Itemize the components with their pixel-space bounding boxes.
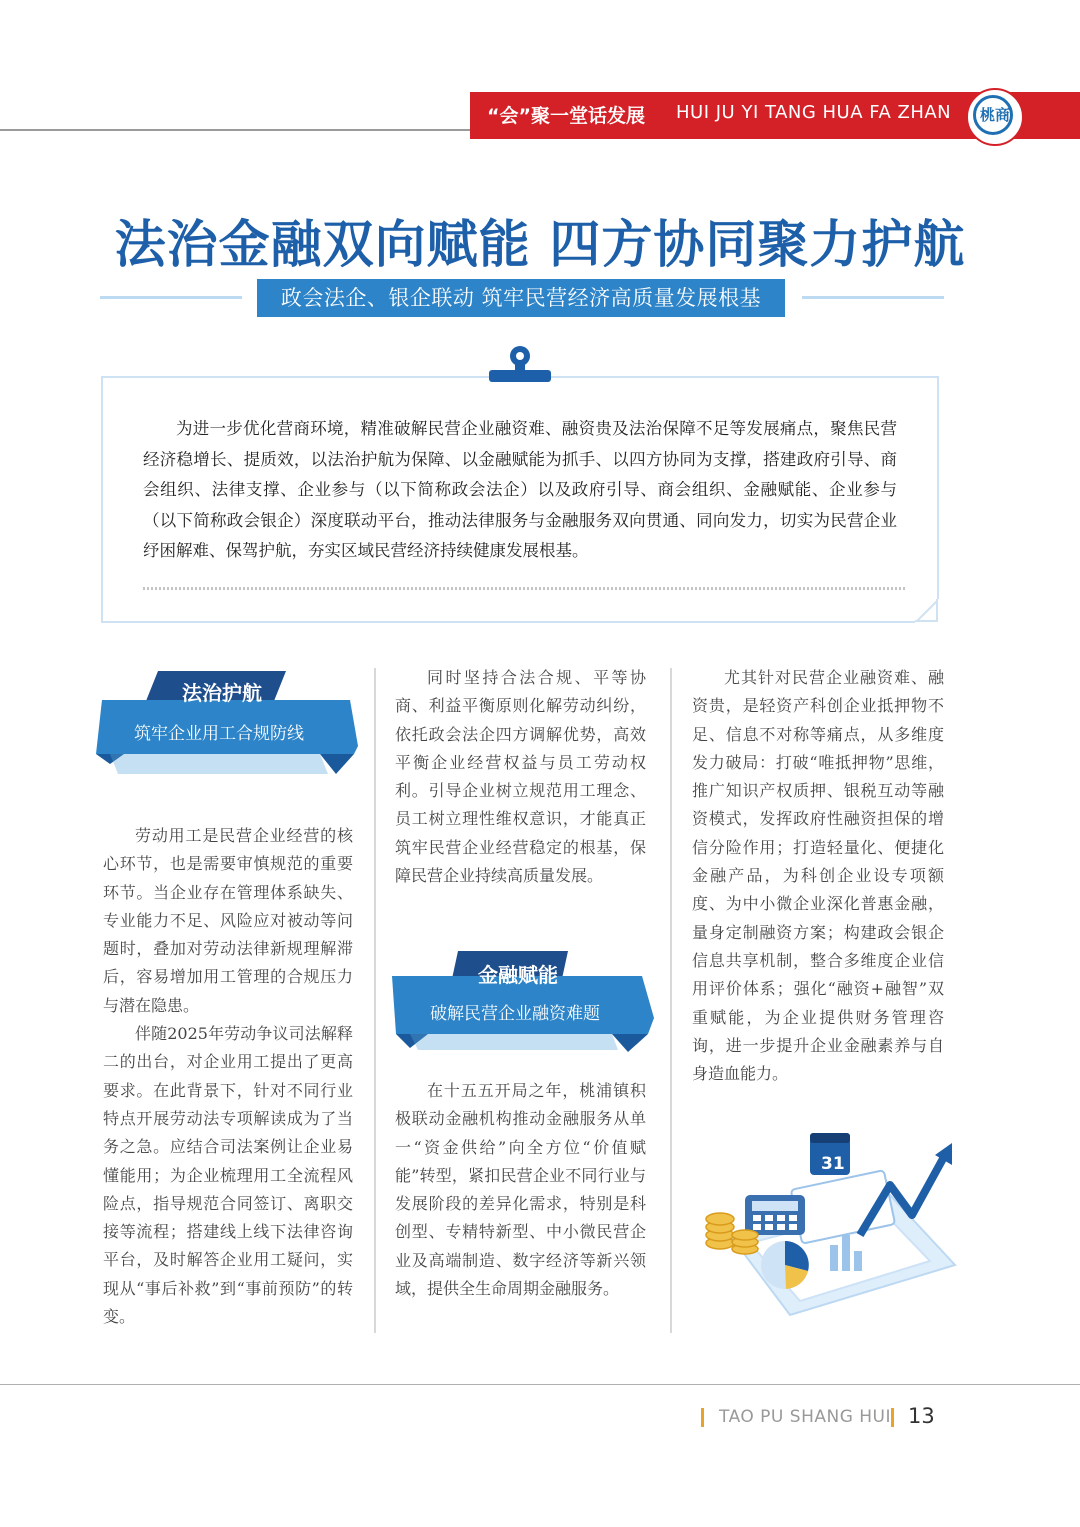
article-subtitle: 政会法企、银企联动 筑牢民营经济高质量发展根基 — [257, 279, 785, 317]
column-name-en: HUI JU YI TANG HUA FA ZHAN — [676, 102, 952, 123]
logo-text: 桃商 — [979, 106, 1010, 124]
column-3 — [692, 664, 944, 1088]
chamber-logo — [966, 88, 1024, 146]
body-paragraph: 劳动用工是民营企业经营的核心环节，也是需要审慎规范的重要环节。当企业存在管理体系缺失、专业能力不足、风险应对被动等问题时，叠加对劳动法律新规理解滞后，容易增加用工管理的合规压力与潜在隐患。 — [103, 826, 353, 1015]
footer-accent-bar — [891, 1408, 894, 1427]
footer-rule — [0, 1384, 1080, 1385]
page-fold-corner — [915, 599, 939, 623]
column-2-top — [395, 664, 646, 890]
body-paragraph: 在十五五开局之年，桃浦镇积极联动金融机构推动金融服务从单一“资金供给”向全方位“价值赋能”转型，紧扣民营企业不同行业与发展阶段的差异化需求，特别是科创型、专精特新型、中小微民营企业及高端制造、数字经济等新兴领域，提供全生命周期金融服务。 — [395, 1081, 646, 1299]
intro-text — [143, 414, 897, 567]
pin-icon — [488, 344, 552, 388]
magazine-name: TAO PU SHANG HUI — [719, 1407, 892, 1427]
footer-accent-bar — [701, 1408, 704, 1427]
intro-paragraph: 为进一步优化营商环境，精准破解民营企业融资难、融资贵及法治保障不足等发展痛点，聚焦民营经济稳增长、提质效，以法治护航为保障、以金融赋能为抓手、以四方协同为支撑，搭建政府引导、商会组织、法律支撑、企业参与（以下简称政会法企）以及政府引导、商会组织、金融赋能、企业参与（以下简称政会银企）深度联动平台，推动法律服务与金融服务双向贯通、同向发力，切实为民营企业纾困解难、保驾护航，夯实区域民营经济持续健康发展根基。 — [143, 419, 897, 560]
section-subtitle-finance: 破解民营企业融资难题 — [430, 1004, 600, 1024]
column-divider — [670, 668, 672, 1333]
body-paragraph: 伴随2025年劳动争议司法解释二的出台，对企业用工提出了更高要求。在此背景下，针对不同行业特点开展劳动法专项解读成为了当务之急。应结合司法案例让企业易懂能用；为企业梳理用工全流程风险点，指导规范合同签订、离职交接等流程；搭建线上线下法律咨询平台，及时解答企业用工疑问，实现从“事后补救”到“事前预防”的转变。 — [103, 1024, 353, 1327]
article-title: 法治金融双向赋能 四方协同聚力护航 — [114, 216, 966, 275]
section-banner-finance — [392, 948, 654, 1068]
column-name-cn: “会”聚一堂话发展 — [487, 105, 645, 127]
header-rule — [0, 129, 470, 131]
body-paragraph: 尤其针对民营企业融资难、融资贵，是轻资产科创企业抵押物不足、信息不对称等痛点，从多维度发力破局：打破“唯抵押物”思维，推广知识产权质押、银税互动等融资模式，发挥政府性融资担保的增信分险作用；打造轻量化、便捷化金融产品，为科创企业设专项额度、为中小微企业深化普惠金融，量身定制融资方案；构建政会银企信息共享机制，整合多维度企业信用评价体系；强化“融资+融智”双重赋能，为企业提供财务管理咨询，进一步提升企业金融素养与自身造血能力。 — [692, 668, 944, 1084]
finance-illustration — [690, 1125, 960, 1340]
subtitle-rule-left — [100, 296, 242, 299]
calendar-day: 31 — [821, 1154, 845, 1174]
section-title-legal: 法治护航 — [182, 681, 262, 705]
column-divider — [374, 668, 376, 1333]
column-2-bottom — [395, 1077, 646, 1303]
section-title-finance: 金融赋能 — [478, 963, 558, 987]
dotted-divider — [143, 587, 905, 590]
column-1 — [103, 822, 353, 1331]
body-paragraph: 同时坚持合法合规、平等协商、利益平衡原则化解劳动纠纷，依托政会法企四方调解优势，高效平衡企业经营权益与员工劳动权利。引导企业树立规范用工理念、员工树立理性维权意识，才能真正筑牢民营企业经营稳定的根基，保障民营企业持续高质量发展。 — [395, 668, 646, 886]
page-number: 13 — [908, 1404, 935, 1428]
section-banner-legal — [96, 668, 358, 788]
section-subtitle-legal: 筑牢企业用工合规防线 — [134, 724, 304, 744]
subtitle-rule-right — [802, 296, 944, 299]
